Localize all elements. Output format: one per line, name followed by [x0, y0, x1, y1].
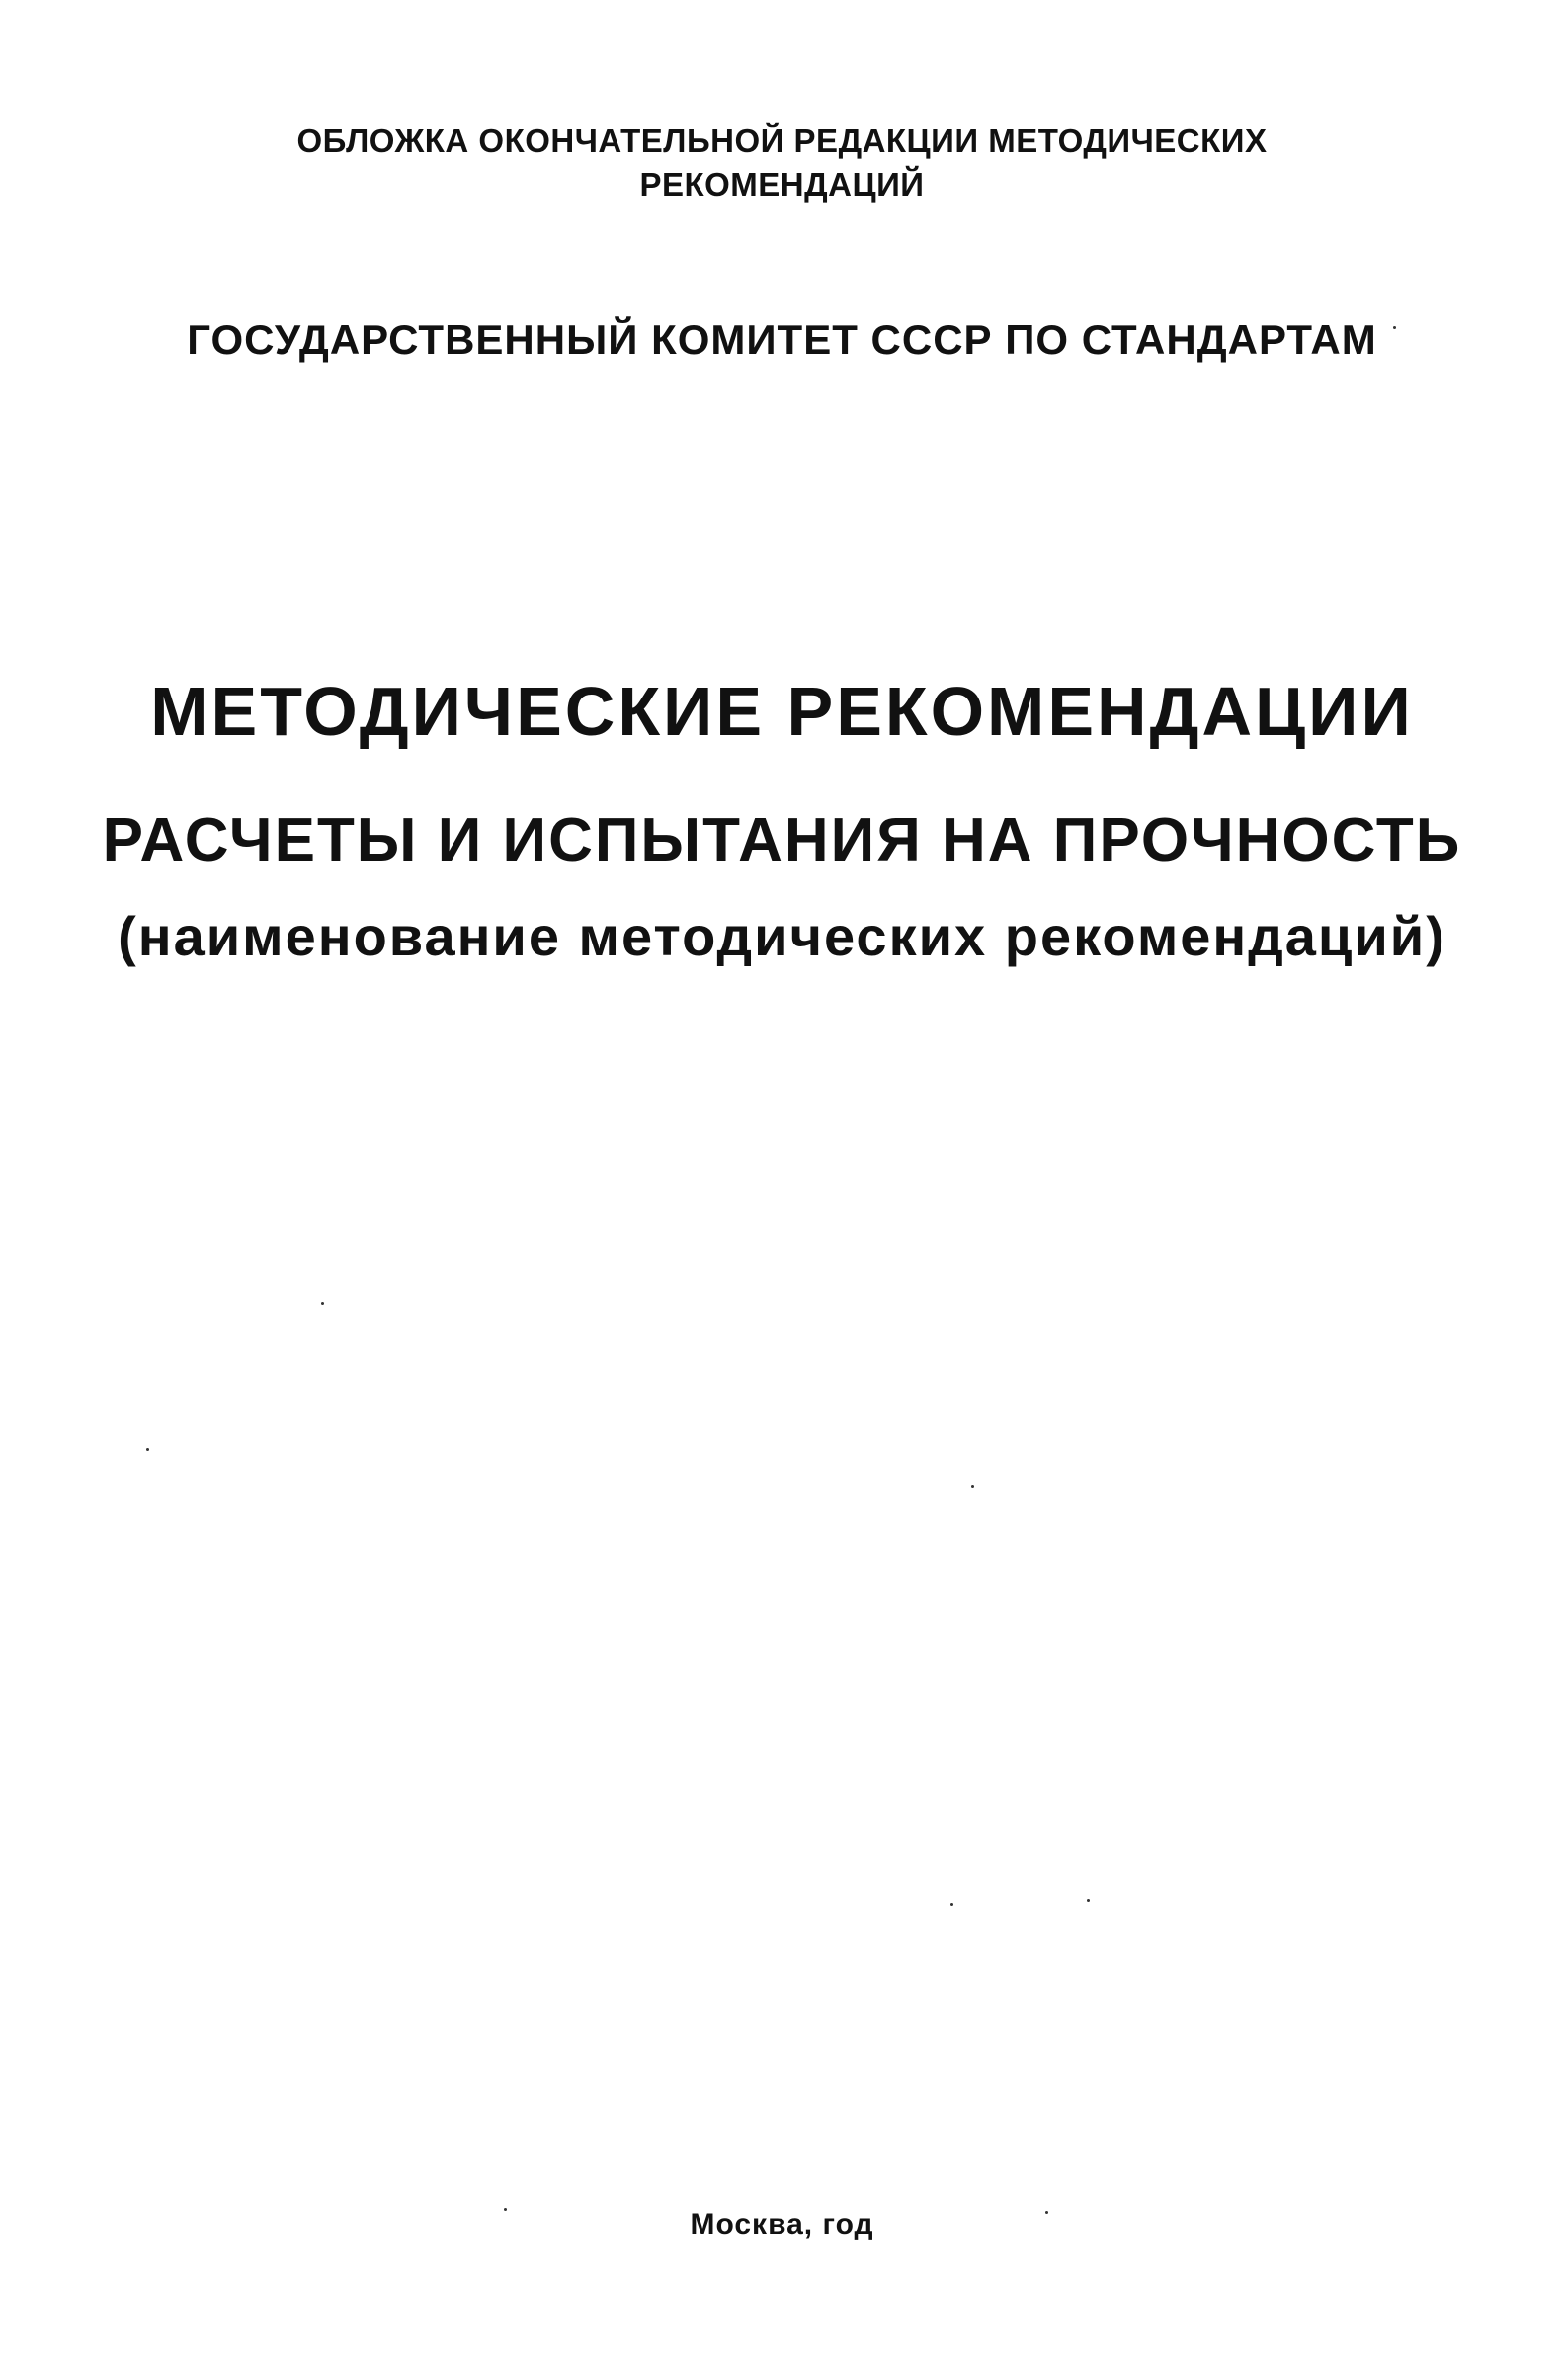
scan-speck: [971, 1485, 974, 1488]
scan-speck: [1045, 2211, 1048, 2214]
document-subject-note: (наименование методических рекомендаций): [118, 905, 1446, 967]
scan-speck: [950, 1903, 953, 1906]
scan-speck: [146, 1448, 149, 1451]
document-subject-title: РАСЧЕТЫ И ИСПЫТАНИЯ НА ПРОЧНОСТЬ: [102, 806, 1462, 874]
cover-caption-line1: ОБЛОЖКА ОКОНЧАТЕЛЬНОЙ РЕДАКЦИИ МЕТОДИЧЕСКИХ: [296, 123, 1268, 159]
agency-name: ГОСУДАРСТВЕННЫЙ КОМИТЕТ СССР ПО СТАНДАРТАМ: [187, 316, 1377, 363]
scan-speck: [1087, 1899, 1090, 1902]
place-and-year: Москва, год: [690, 2208, 874, 2241]
cover-caption-line2: РЕКОМЕНДАЦИЙ: [639, 166, 925, 203]
scan-speck: [504, 2208, 507, 2211]
document-type-title: МЕТОДИЧЕСКИЕ РЕКОМЕНДАЦИИ: [150, 673, 1414, 750]
scan-speck: [1393, 326, 1396, 329]
scan-speck: [321, 1302, 324, 1305]
